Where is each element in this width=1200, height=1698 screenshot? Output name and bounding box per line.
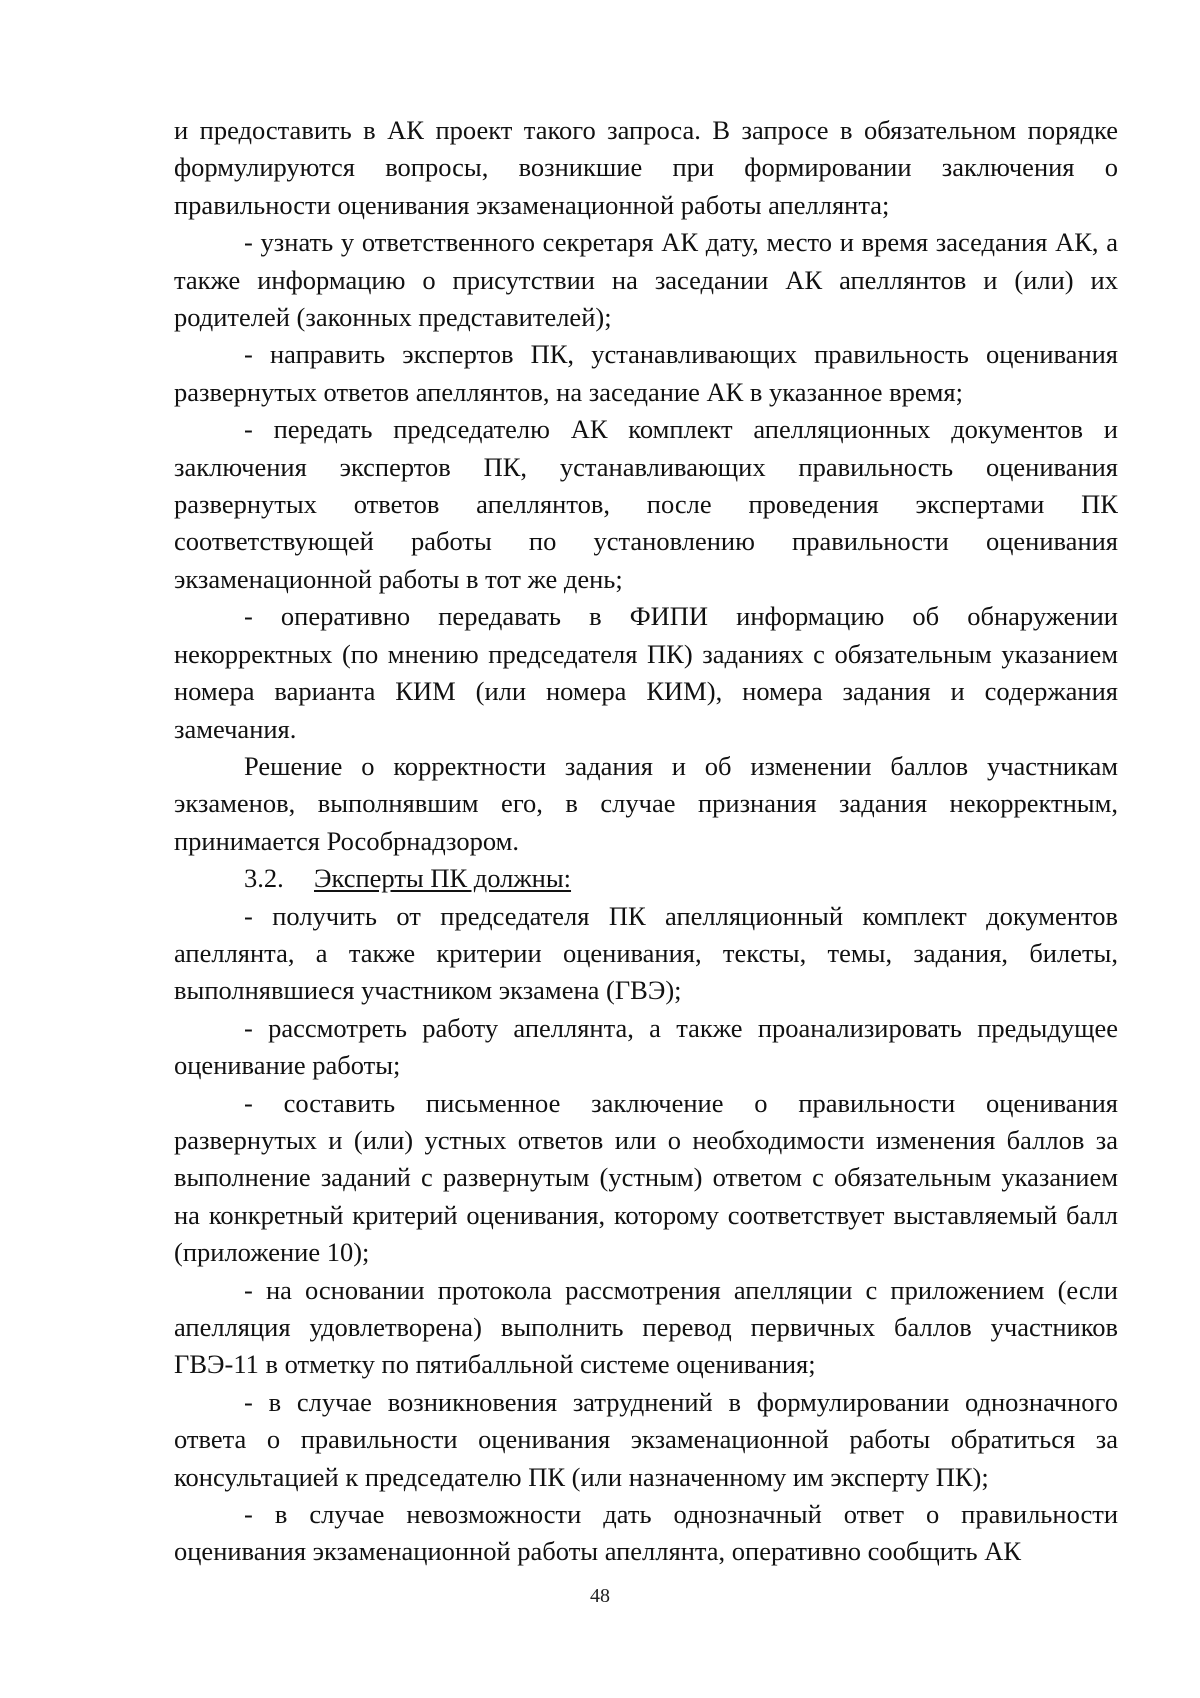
document-body [174, 112, 1118, 1571]
paragraph-written-conclusion: - составить письменное заключение о правильности оценивания развернутых и (или) устных ответов или о необходимости изменения баллов за выполнение заданий с развернутым (устным) ответом с обязательным указанием на конкретный критерий оценивания, которому соответствует выставляемый балл (приложение 10); [174, 1087, 1118, 1268]
paragraph-score-conversion: - на основании протокола рассмотрения апелляции с приложением (если апелляция удовлетворена) выполнить перевод первичных баллов участников ГВЭ-11 в отметку по пятибалльной системе оценивания; [174, 1274, 1118, 1380]
paragraph-report-incorrect-tasks: - оперативно передавать в ФИПИ информацию об обнаружении некорректных (по мнению председателя ПК) заданиях с обязательным указанием номера варианта КИМ (или номера КИМ), номера задания и содержания замечания. [174, 601, 1118, 744]
paragraph-decision: Решение о корректности задания и об изменении баллов участникам экзаменов, выполнявшим его, в случае признания задания некорректным, принимается Рособрнадзором. [174, 750, 1118, 856]
paragraph-continuation: и предоставить в АК проект такого запроса. В запросе в обязательном порядке формулируются вопросы, возникшие при формировании заключения о правильности оценивания экзаменационной работы апеллянта; [174, 115, 1118, 220]
paragraph-review-work: - рассмотреть работу апеллянта, а также проанализировать предыдущее оценивание работы; [174, 1012, 1118, 1081]
paragraph-transfer-documents: - передать председателю АК комплект апелляционных документов и заключения экспертов ПК, устанавливающих правильность оценивания развернутых ответов апеллянтов, после проведения экспертами ПК соответствующей работы по установлению правильности оценивания экзаменационной работы в тот же день; [174, 414, 1118, 594]
paragraph-send-experts: - направить экспертов ПК, устанавливающих правильность оценивания развернутых ответов апеллянтов, на заседание АК в указанное время; [174, 339, 1118, 407]
paragraph-consultation: - в случае возникновения затруднений в формулировании однозначного ответа о правильности оценивания экзаменационной работы обратиться за консультацией к председателю ПК (или назначенному им эксперту ПК); [174, 1386, 1118, 1492]
section-title: Эксперты ПК должны: [314, 863, 572, 894]
page-number: 48 [590, 1585, 610, 1607]
paragraph-secretary-inquiry: - узнать у ответственного секретаря АК дату, место и время заседания АК, а также информацию о присутствии на заседании АК апеллянтов и (или) их родителей (законных представителей); [174, 227, 1118, 333]
section-number: 3.2. [244, 863, 284, 894]
paragraph-report-to-ak: - в случае невозможности дать однозначный ответ о правильности оценивания экзаменационной работы апеллянта, оперативно сообщить АК [174, 1499, 1118, 1567]
section-heading [174, 860, 1118, 897]
paragraph-receive-documents: - получить от председателя ПК апелляционный комплект документов апеллянта, а также критерии оценивания, тексты, темы, задания, билеты, выполнявшиеся участником экзамена (ГВЭ); [174, 900, 1118, 1006]
